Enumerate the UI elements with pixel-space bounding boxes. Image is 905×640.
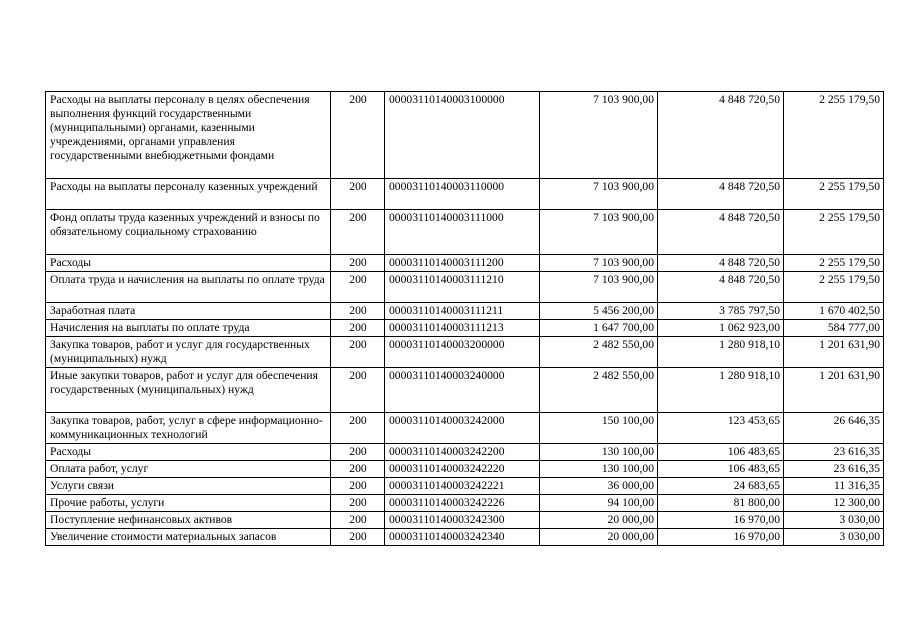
row-executed-cell: 4 848 720,50 — [658, 92, 784, 179]
row-approved-cell: 7 103 900,00 — [540, 179, 658, 210]
row-unexecuted-cell: 3 030,00 — [784, 529, 884, 546]
row-unexecuted-cell: 2 255 179,50 — [784, 179, 884, 210]
row-name-cell: Расходы — [46, 255, 331, 272]
row-executed-cell: 4 848 720,50 — [658, 255, 784, 272]
row-unexecuted-cell: 2 255 179,50 — [784, 210, 884, 255]
row-approved-cell: 20 000,00 — [540, 512, 658, 529]
row-name-cell: Иные закупки товаров, работ и услуг для обеспечения государственных (муниципальных) нужд — [46, 368, 331, 413]
row-code-cell: 200 — [331, 92, 385, 179]
row-kbk-cell: 00003110140003242300 — [385, 512, 540, 529]
row-approved-cell: 94 100,00 — [540, 495, 658, 512]
row-executed-cell: 123 453,65 — [658, 413, 784, 444]
row-code-cell: 200 — [331, 179, 385, 210]
row-name-cell: Фонд оплаты труда казенных учреждений и взносы по обязательному социальному страхованию — [46, 210, 331, 255]
row-unexecuted-cell: 12 300,00 — [784, 495, 884, 512]
row-code-cell: 200 — [331, 529, 385, 546]
row-code-cell: 200 — [331, 413, 385, 444]
row-name-cell: Прочие работы, услуги — [46, 495, 331, 512]
row-unexecuted-cell: 3 030,00 — [784, 512, 884, 529]
table-row — [46, 303, 884, 320]
row-unexecuted-cell: 1 670 402,50 — [784, 303, 884, 320]
row-approved-cell: 1 647 700,00 — [540, 320, 658, 337]
row-code-cell: 200 — [331, 272, 385, 303]
row-name-cell: Закупка товаров, работ и услуг для государственных (муниципальных) нужд — [46, 337, 331, 368]
row-code-cell: 200 — [331, 444, 385, 461]
row-code-cell: 200 — [331, 337, 385, 368]
table-row — [46, 413, 884, 444]
row-code-cell: 200 — [331, 478, 385, 495]
table-row — [46, 337, 884, 368]
row-kbk-cell: 00003110140003110000 — [385, 179, 540, 210]
row-name-cell: Заработная плата — [46, 303, 331, 320]
row-unexecuted-cell: 11 316,35 — [784, 478, 884, 495]
table-row — [46, 179, 884, 210]
row-name-cell: Оплата работ, услуг — [46, 461, 331, 478]
row-kbk-cell: 00003110140003111213 — [385, 320, 540, 337]
row-approved-cell: 7 103 900,00 — [540, 255, 658, 272]
row-name-cell: Начисления на выплаты по оплате труда — [46, 320, 331, 337]
row-unexecuted-cell: 23 616,35 — [784, 461, 884, 478]
row-kbk-cell: 00003110140003242340 — [385, 529, 540, 546]
row-approved-cell: 2 482 550,00 — [540, 337, 658, 368]
table-row — [46, 478, 884, 495]
row-unexecuted-cell: 2 255 179,50 — [784, 255, 884, 272]
row-kbk-cell: 00003110140003111200 — [385, 255, 540, 272]
row-approved-cell: 7 103 900,00 — [540, 272, 658, 303]
row-executed-cell: 4 848 720,50 — [658, 179, 784, 210]
row-code-cell: 200 — [331, 368, 385, 413]
row-name-cell: Расходы на выплаты персоналу в целях обеспечения выполнения функций государственными (муниципальными) органами, казенными учреждениями, органами управления государственными внебюджетными фондами — [46, 92, 331, 179]
table-row — [46, 92, 884, 179]
row-executed-cell: 16 970,00 — [658, 529, 784, 546]
table-row — [46, 272, 884, 303]
row-executed-cell: 106 483,65 — [658, 461, 784, 478]
row-code-cell: 200 — [331, 461, 385, 478]
row-unexecuted-cell: 2 255 179,50 — [784, 92, 884, 179]
table-body — [46, 92, 884, 546]
table-row — [46, 210, 884, 255]
row-name-cell: Закупка товаров, работ, услуг в сфере информационно-коммуникационных технологий — [46, 413, 331, 444]
row-kbk-cell: 00003110140003242000 — [385, 413, 540, 444]
row-unexecuted-cell: 26 646,35 — [784, 413, 884, 444]
row-kbk-cell: 00003110140003242221 — [385, 478, 540, 495]
row-approved-cell: 150 100,00 — [540, 413, 658, 444]
row-executed-cell: 81 800,00 — [658, 495, 784, 512]
row-kbk-cell: 00003110140003242220 — [385, 461, 540, 478]
row-unexecuted-cell: 1 201 631,90 — [784, 368, 884, 413]
row-code-cell: 200 — [331, 320, 385, 337]
row-approved-cell: 2 482 550,00 — [540, 368, 658, 413]
row-executed-cell: 1 280 918,10 — [658, 337, 784, 368]
table-row — [46, 495, 884, 512]
budget-execution-table — [45, 91, 884, 546]
row-name-cell: Услуги связи — [46, 478, 331, 495]
row-code-cell: 200 — [331, 303, 385, 320]
row-unexecuted-cell: 1 201 631,90 — [784, 337, 884, 368]
row-code-cell: 200 — [331, 210, 385, 255]
row-kbk-cell: 00003110140003240000 — [385, 368, 540, 413]
table-row — [46, 320, 884, 337]
table-row — [46, 529, 884, 546]
row-code-cell: 200 — [331, 255, 385, 272]
row-kbk-cell: 00003110140003111211 — [385, 303, 540, 320]
row-executed-cell: 1 062 923,00 — [658, 320, 784, 337]
row-executed-cell: 16 970,00 — [658, 512, 784, 529]
row-code-cell: 200 — [331, 495, 385, 512]
table-row — [46, 512, 884, 529]
row-kbk-cell: 00003110140003242226 — [385, 495, 540, 512]
row-approved-cell: 130 100,00 — [540, 444, 658, 461]
table-row — [46, 444, 884, 461]
row-name-cell: Расходы — [46, 444, 331, 461]
row-approved-cell: 7 103 900,00 — [540, 92, 658, 179]
row-kbk-cell: 00003110140003111210 — [385, 272, 540, 303]
row-name-cell: Увеличение стоимости материальных запасов — [46, 529, 331, 546]
row-executed-cell: 4 848 720,50 — [658, 210, 784, 255]
row-kbk-cell: 00003110140003200000 — [385, 337, 540, 368]
table-row — [46, 368, 884, 413]
row-approved-cell: 36 000,00 — [540, 478, 658, 495]
row-kbk-cell: 00003110140003111000 — [385, 210, 540, 255]
row-executed-cell: 1 280 918,10 — [658, 368, 784, 413]
row-name-cell: Поступление нефинансовых активов — [46, 512, 331, 529]
row-approved-cell: 7 103 900,00 — [540, 210, 658, 255]
row-approved-cell: 20 000,00 — [540, 529, 658, 546]
row-unexecuted-cell: 584 777,00 — [784, 320, 884, 337]
row-executed-cell: 106 483,65 — [658, 444, 784, 461]
table-row — [46, 461, 884, 478]
row-approved-cell: 130 100,00 — [540, 461, 658, 478]
row-name-cell: Оплата труда и начисления на выплаты по оплате труда — [46, 272, 331, 303]
row-unexecuted-cell: 2 255 179,50 — [784, 272, 884, 303]
row-approved-cell: 5 456 200,00 — [540, 303, 658, 320]
row-executed-cell: 3 785 797,50 — [658, 303, 784, 320]
row-code-cell: 200 — [331, 512, 385, 529]
row-executed-cell: 4 848 720,50 — [658, 272, 784, 303]
row-name-cell: Расходы на выплаты персоналу казенных учреждений — [46, 179, 331, 210]
row-unexecuted-cell: 23 616,35 — [784, 444, 884, 461]
table-row — [46, 255, 884, 272]
row-kbk-cell: 00003110140003242200 — [385, 444, 540, 461]
row-executed-cell: 24 683,65 — [658, 478, 784, 495]
row-kbk-cell: 00003110140003100000 — [385, 92, 540, 179]
